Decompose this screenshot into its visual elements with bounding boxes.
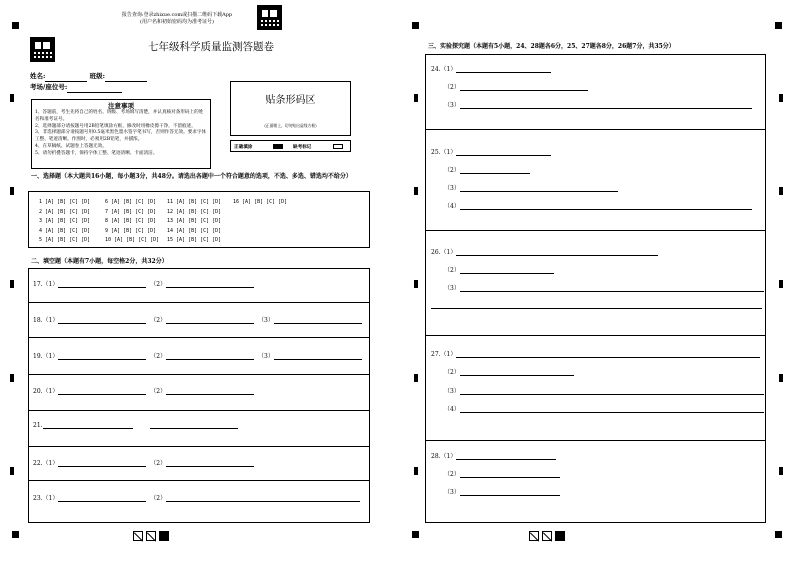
footer-code-square — [133, 531, 143, 541]
room-field[interactable] — [67, 86, 122, 93]
answer-line[interactable] — [431, 308, 762, 309]
question-27-3 — [444, 386, 765, 395]
question-21 — [33, 422, 369, 429]
answer-line[interactable] — [58, 353, 146, 360]
answer-line[interactable] — [460, 102, 752, 109]
barcode-area — [230, 81, 351, 136]
answer-line[interactable] — [166, 317, 254, 324]
section1-title: 一、选择题（本大题共16小题，每小题3分，共48分。请选出各题中一个符合题意的选项，不选、多选、错选均不给分） — [31, 173, 352, 180]
question-28-2 — [444, 469, 765, 478]
absent-mark-box[interactable] — [333, 144, 343, 149]
question-divider — [426, 335, 765, 336]
barcode-title: 贴条形码区 — [265, 95, 316, 106]
section2-title: 二、填空题（本题有7小题，每空格2分，共32分） — [31, 258, 168, 265]
question-23 — [33, 493, 369, 502]
room-label: 考场/座位号: — [30, 83, 68, 91]
answer-line[interactable] — [460, 84, 588, 91]
answer-line[interactable] — [456, 149, 551, 156]
q19-label: 19.（1） — [33, 353, 59, 360]
choice-row[interactable]: 15 [A] [B] [C] [D] — [167, 237, 222, 244]
question-divider — [29, 480, 369, 481]
timing-mark — [412, 531, 419, 538]
fill-blank-box — [28, 268, 370, 523]
q25-label: 25.（1） — [431, 149, 457, 156]
q26-label: 26.（1） — [431, 249, 457, 256]
fill-sample-box — [230, 140, 351, 152]
side-mark — [414, 94, 418, 102]
question-divider — [426, 129, 765, 130]
q28-label-3: （3） — [444, 489, 460, 496]
paper-qr-code — [30, 37, 55, 62]
question-divider — [29, 410, 369, 411]
q17-label-2: （2） — [150, 281, 167, 288]
notes-title: 注意事项 — [108, 102, 134, 110]
student-info — [30, 71, 147, 93]
answer-line[interactable] — [274, 353, 362, 360]
q19-label-2: （2） — [150, 353, 167, 360]
timing-mark — [12, 22, 19, 29]
app-qr-code[interactable] — [257, 5, 282, 30]
answer-line[interactable] — [460, 285, 764, 292]
note-item: 3、非选择题部分请按题号用0.5毫米黑色墨水签字笔书写，否则作答无效。要求字体工整、笔迹清晰。作图时，必须用2B铅笔，并描浓。 — [35, 130, 207, 143]
q27-label-2: （2） — [444, 369, 460, 376]
footer-code-square — [159, 531, 169, 541]
absent-label: 缺考标记 — [293, 145, 312, 150]
q23-label-2: （2） — [150, 495, 167, 502]
answer-line[interactable] — [460, 267, 554, 274]
question-22 — [33, 458, 369, 467]
choice-row[interactable]: 12 [A] [B] [C] [D] — [167, 208, 222, 215]
q25-label-2: （2） — [444, 167, 460, 174]
q25-label-3: （3） — [444, 185, 460, 192]
footer-code-square — [529, 531, 539, 541]
timing-mark — [412, 22, 419, 29]
side-mark — [10, 467, 14, 475]
q27-label: 27.（1） — [431, 351, 457, 358]
answer-line[interactable] — [274, 317, 362, 324]
side-mark — [414, 280, 418, 288]
question-27 — [431, 349, 765, 358]
q27-label-4: （4） — [444, 406, 460, 413]
side-mark — [10, 374, 14, 382]
q18-label-2: （2） — [150, 317, 167, 324]
choice-row[interactable]: 5 [A] [B] [C] [D] — [39, 237, 91, 244]
answer-line[interactable] — [166, 353, 254, 360]
report-hint-line2: (用户名和初始密码均为准考证号) — [140, 19, 214, 25]
question-25 — [431, 147, 765, 156]
q23-label: 23.（1） — [33, 495, 59, 502]
timing-mark — [775, 22, 782, 29]
choice-row[interactable]: 2 [A] [B] [C] [D] — [39, 208, 91, 215]
answer-line[interactable] — [460, 406, 764, 413]
answer-line[interactable] — [460, 388, 764, 395]
question-divider — [426, 440, 765, 441]
class-label: 班级: — [89, 72, 106, 80]
q28-label-2: （2） — [444, 471, 460, 478]
question-divider — [426, 230, 765, 231]
side-mark — [10, 187, 14, 195]
timing-mark — [12, 531, 19, 538]
answer-line[interactable] — [166, 388, 254, 395]
footer-code-square — [555, 531, 565, 541]
choice-row[interactable]: 8 [A] [B] [C] [D] — [105, 218, 157, 225]
q25-label-4: （4） — [444, 203, 460, 210]
question-24-3 — [444, 100, 765, 109]
choice-column — [233, 198, 287, 208]
class-field[interactable] — [105, 75, 147, 82]
choice-row[interactable]: 10 [A] [B] [C] [D] — [105, 237, 160, 244]
question-divider — [29, 374, 369, 375]
choice-column — [167, 198, 221, 246]
side-mark — [414, 187, 418, 195]
choice-row[interactable]: 14 [A] [B] [C] [D] — [167, 227, 222, 234]
note-item: 5、请勿折叠答题卡，保持字体工整、笔迹清晰、卡面清洁。 — [35, 150, 158, 156]
question-24-2 — [444, 82, 765, 91]
question-27-4 — [444, 404, 765, 413]
paper-title: 七年级科学质量监测答题卷 — [148, 41, 274, 53]
answer-line[interactable] — [460, 489, 560, 496]
answer-line[interactable] — [456, 351, 760, 358]
answer-line[interactable] — [58, 317, 146, 324]
choice-row[interactable]: 7 [A] [B] [C] [D] — [105, 208, 157, 215]
answer-line[interactable] — [456, 66, 551, 73]
answer-line[interactable] — [58, 495, 146, 502]
choice-row[interactable]: 11 [A] [B] [C] [D] — [167, 199, 222, 205]
name-field[interactable] — [45, 75, 87, 82]
side-mark — [779, 280, 783, 288]
question-26-3 — [444, 283, 765, 292]
choice-row[interactable]: 6 [A] [B] [C] [D] — [105, 199, 157, 205]
answer-line[interactable] — [58, 388, 146, 395]
correct-fill-sample — [273, 144, 283, 149]
correct-fill-label: 正确填涂 — [234, 145, 253, 150]
side-mark — [779, 374, 783, 382]
question-25-2 — [444, 165, 765, 174]
answer-line[interactable] — [456, 453, 556, 460]
question-20 — [33, 386, 369, 395]
q20-label: 20.（1） — [33, 388, 59, 395]
q28-label: 28.（1） — [431, 453, 457, 460]
question-28 — [431, 451, 765, 460]
answer-line[interactable] — [460, 167, 530, 174]
q26-label-2: （2） — [444, 267, 460, 274]
question-25-3 — [444, 183, 765, 192]
answer-line[interactable] — [150, 422, 238, 429]
q26-label-3: （3） — [444, 285, 460, 292]
answer-line[interactable] — [58, 460, 146, 467]
choice-row[interactable]: 1 [A] [B] [C] [D] — [39, 199, 91, 205]
q24-label-3: （3） — [444, 102, 460, 109]
question-25-4 — [444, 201, 765, 210]
choice-row[interactable]: 16 [A] [B] [C] [D] — [233, 199, 288, 205]
q24-label: 24.（1） — [431, 66, 457, 73]
question-26-2 — [444, 265, 765, 274]
notes-box — [31, 99, 211, 169]
answer-line[interactable] — [460, 471, 560, 478]
q18-label: 18.（1） — [33, 317, 59, 324]
choice-row[interactable]: 3 [A] [B] [C] [D] — [39, 218, 91, 225]
footer-code-square — [542, 531, 552, 541]
side-mark — [779, 187, 783, 195]
report-hint — [112, 12, 242, 26]
answer-line[interactable] — [166, 460, 254, 467]
question-17 — [33, 279, 369, 288]
side-mark — [779, 467, 783, 475]
barcode-hint: (正面朝上，切勿贴出虚线方框) — [264, 123, 317, 128]
q18-label-3: （3） — [258, 317, 274, 324]
q22-label: 22.（1） — [33, 460, 59, 467]
choice-row[interactable]: 13 [A] [B] [C] [D] — [167, 218, 222, 225]
question-divider — [29, 337, 369, 338]
answer-line[interactable] — [460, 369, 574, 376]
question-18 — [33, 315, 369, 324]
choice-row[interactable]: 9 [A] [B] [C] [D] — [105, 227, 157, 234]
question-27-2 — [444, 367, 765, 376]
q22-label-2: （2） — [150, 460, 167, 467]
question-24 — [431, 64, 765, 73]
note-item: 2、选择题部分请按题号用2B铅笔填涂方框，修改时用橡皮擦干净，不留痕迹。 — [35, 123, 196, 129]
note-item: 4、在草稿纸、试题卷上答题无效。 — [35, 143, 107, 149]
question-19 — [33, 351, 369, 360]
experiment-box — [425, 54, 766, 523]
footer-code-square — [146, 531, 156, 541]
question-divider — [29, 446, 369, 447]
timing-mark — [775, 531, 782, 538]
choice-column — [105, 198, 159, 246]
answer-line[interactable] — [43, 422, 133, 429]
report-hint-line1: 报告查询:登录zhixue.com或扫描二维码下载App — [121, 12, 233, 18]
answer-line[interactable] — [166, 495, 360, 502]
section3-title: 三、实验探究题（本题有5小题，24、28题各6分，25、27题各8分，26题7分，共35分） — [428, 43, 675, 50]
q21-label: 21. — [33, 422, 43, 429]
note-item: 1、答题前，考生先将自己的姓名、班级、考场填写清楚，并认真核对条形码上的姓名和准考证号。 — [35, 110, 204, 122]
question-28-3 — [444, 487, 765, 496]
q20-label-2: （2） — [150, 388, 167, 395]
name-label: 姓名: — [30, 72, 46, 80]
q19-label-3: （3） — [258, 353, 274, 360]
answer-line[interactable] — [166, 281, 254, 288]
side-mark — [414, 467, 418, 475]
side-mark — [10, 94, 14, 102]
question-divider — [29, 302, 369, 303]
q17-label: 17.（1） — [33, 281, 59, 288]
q24-label-2: （2） — [444, 84, 460, 91]
side-mark — [10, 280, 14, 288]
side-mark — [779, 94, 783, 102]
answer-line[interactable] — [460, 203, 752, 210]
question-26 — [431, 247, 765, 256]
q27-label-3: （3） — [444, 388, 460, 395]
choice-column — [39, 198, 90, 246]
answer-line[interactable] — [58, 281, 146, 288]
answer-line[interactable] — [456, 249, 658, 256]
choice-row[interactable]: 4 [A] [B] [C] [D] — [39, 227, 91, 234]
answer-line[interactable] — [460, 185, 618, 192]
side-mark — [414, 374, 418, 382]
choice-box — [28, 191, 370, 248]
